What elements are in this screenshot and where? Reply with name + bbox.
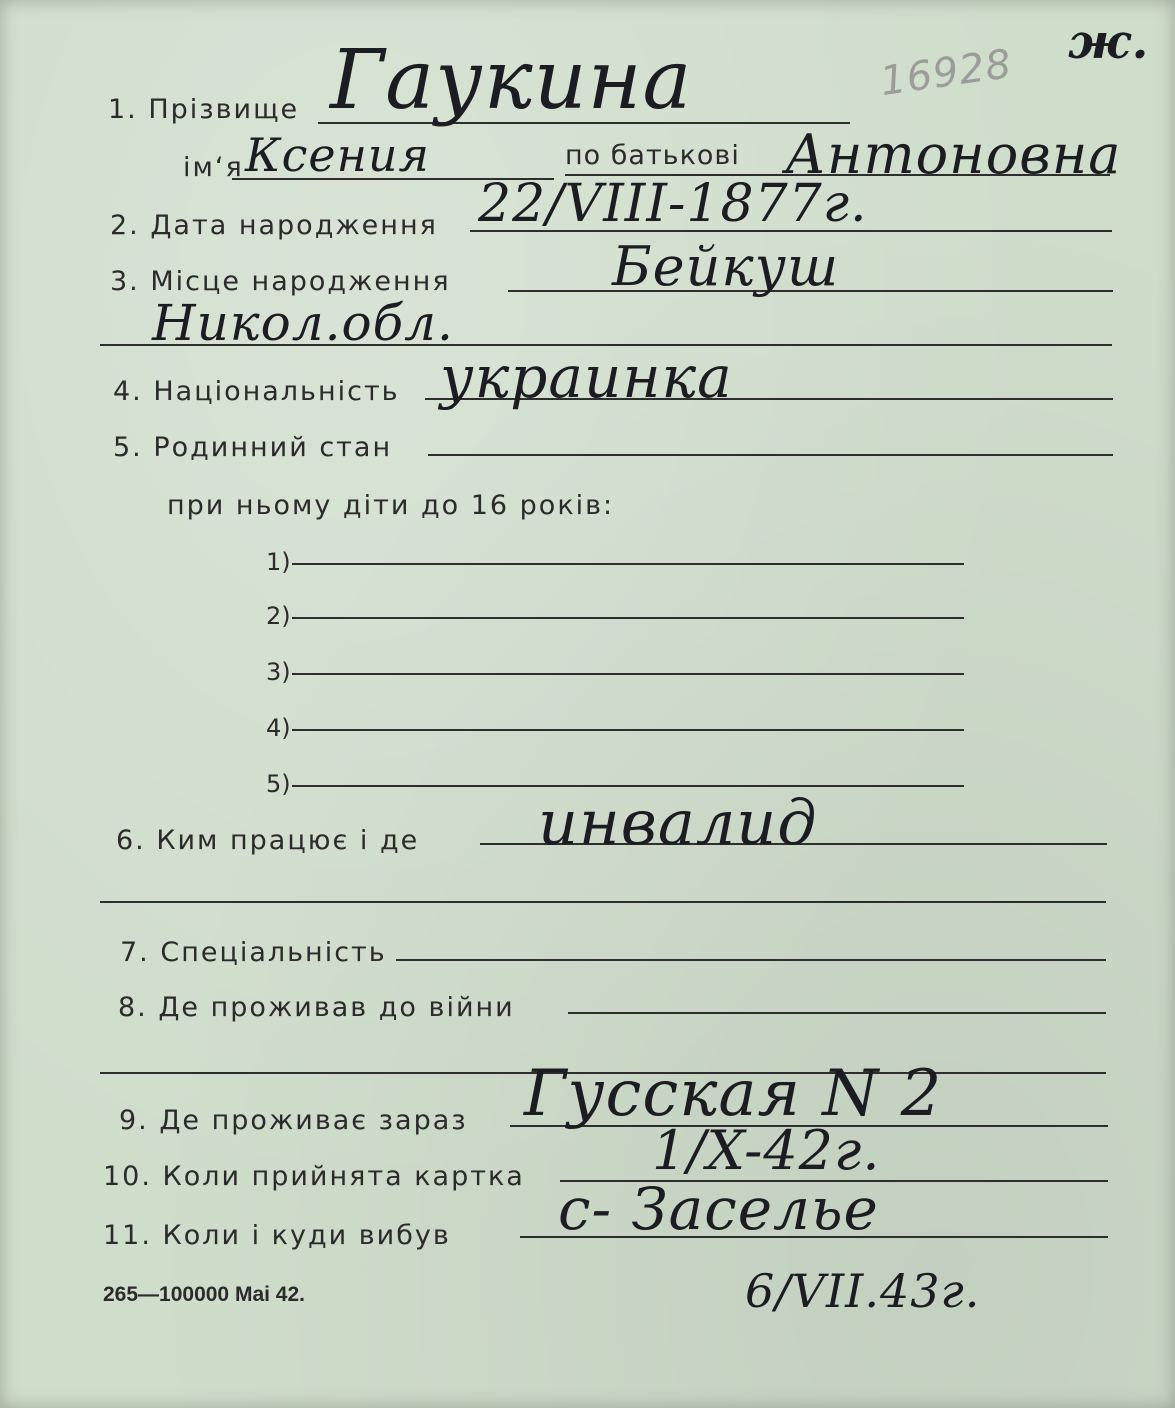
label-departed: 11. Коли і куди вибув (103, 1220, 451, 1251)
label-prewar-residence: 8. Де проживав до війни (118, 992, 515, 1023)
label-children: при ньому діти до 16 років: (167, 490, 615, 521)
child-number: 4) (266, 714, 291, 742)
pencil-registration-number: 16928 (877, 41, 1015, 105)
label-surname: 1. Прізвище (108, 94, 300, 125)
handwritten-nationality: украинка (440, 343, 733, 411)
rule-work-2 (100, 901, 1106, 903)
label-card-accepted: 10. Коли прийнята картка (103, 1161, 525, 1192)
handwritten-card-accepted: 1/X-42г. (652, 1119, 881, 1182)
corner-mark: ж. (1068, 14, 1150, 70)
label-work: 6. Ким працює і де (116, 825, 420, 856)
handwritten-birth-place: Бейкуш (612, 235, 840, 298)
handwritten-surname: Гаукина (330, 33, 693, 128)
label-specialty: 7. Спеціальність (120, 937, 387, 968)
label-birth-place: 3. Місце народження (110, 266, 451, 297)
label-birth-date: 2. Дата народження (110, 210, 438, 241)
handwritten-name: Ксения (245, 128, 430, 182)
handwritten-patronymic: Антоновна (785, 123, 1122, 186)
rule-child (292, 563, 964, 565)
label-current-residence: 9. Де проживає зараз (119, 1105, 468, 1136)
rule-marital-status (428, 454, 1113, 456)
child-number: 2) (266, 602, 291, 630)
rule-child (292, 729, 964, 731)
handwritten-birth-date: 22/VIII-1877г. (478, 174, 868, 234)
label-patronymic: по батькові (565, 140, 740, 171)
handwritten-departed-date: 6/VII.43г. (745, 1264, 981, 1318)
handwritten-departed-place: с- Заселье (558, 1175, 879, 1243)
rule-child (292, 617, 964, 619)
rule-specialty (396, 959, 1106, 961)
handwritten-birth-region: Никол.обл. (152, 294, 454, 352)
label-marital-status: 5. Родинний стан (113, 432, 393, 463)
label-nationality: 4. Національність (113, 376, 400, 407)
child-number: 3) (266, 658, 291, 686)
rule-child (292, 673, 964, 675)
rule-prewar-residence (568, 1012, 1106, 1014)
handwritten-work: инвалид (538, 786, 818, 859)
label-name: ім‘я (183, 152, 244, 183)
print-run-footer: 265—100000 Mai 42. (103, 1283, 305, 1306)
child-number: 1) (266, 548, 291, 576)
child-number: 5) (266, 770, 291, 798)
handwritten-current-residence: Гусская N 2 (524, 1057, 943, 1131)
